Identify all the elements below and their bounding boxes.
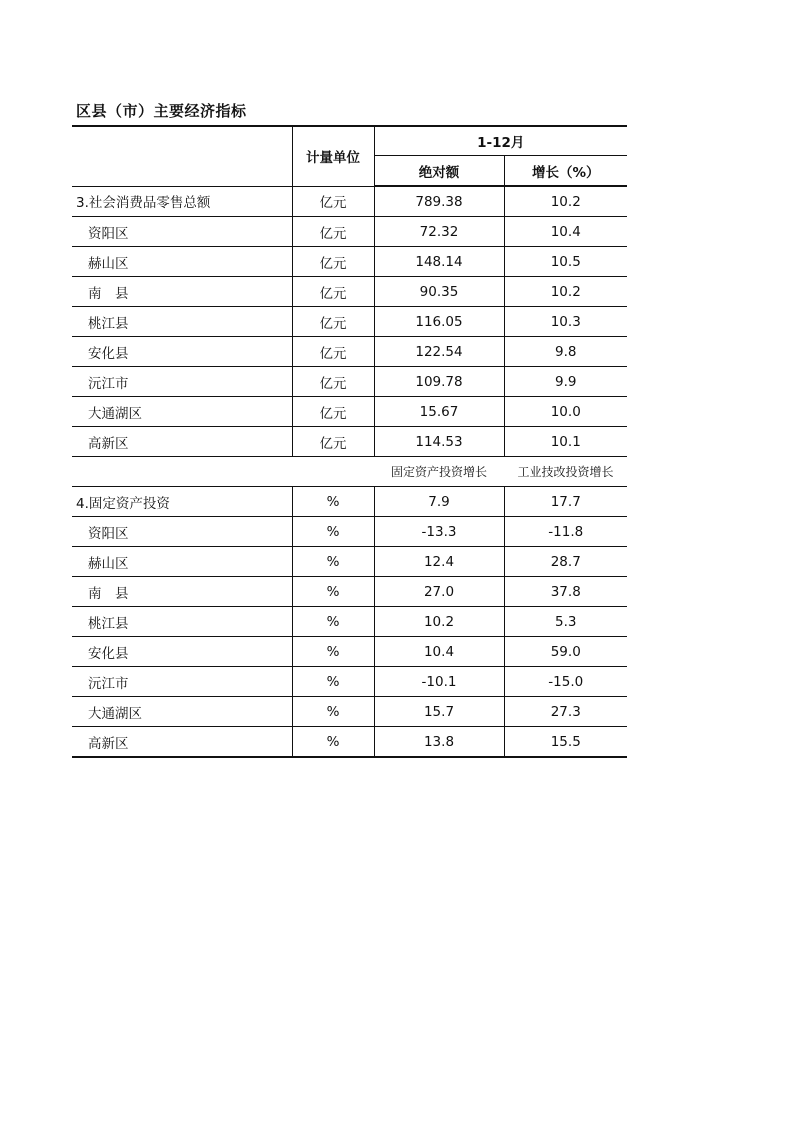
page-title: 区县（市）主要经济指标 [76, 102, 247, 120]
header-period: 1-12月 [374, 126, 627, 156]
table-row [72, 667, 627, 697]
row-name: 南 县 [72, 277, 292, 307]
row-growth: 10.3 [504, 307, 627, 337]
row-unit: 亿元 [292, 337, 374, 367]
row-value: 7.9 [374, 487, 504, 517]
row-growth: 5.3 [504, 607, 627, 637]
row-growth: -15.0 [504, 667, 627, 697]
row-name: 桃江县 [72, 607, 292, 637]
row-unit: % [292, 547, 374, 577]
row-value: 13.8 [374, 727, 504, 758]
row-unit: 亿元 [292, 307, 374, 337]
row-unit: % [292, 667, 374, 697]
row-growth: 9.9 [504, 367, 627, 397]
row-value: 90.35 [374, 277, 504, 307]
row-unit: 亿元 [292, 427, 374, 457]
row-value: 15.67 [374, 397, 504, 427]
row-value: 27.0 [374, 577, 504, 607]
row-growth: 10.2 [504, 277, 627, 307]
row-value: 114.53 [374, 427, 504, 457]
row-unit: % [292, 637, 374, 667]
table-row [72, 307, 627, 337]
row-name: 安化县 [72, 337, 292, 367]
table-row [72, 517, 627, 547]
table-row [72, 547, 627, 577]
row-name: 4.固定资产投资 [72, 487, 292, 517]
row-growth: 28.7 [504, 547, 627, 577]
row-name: 赫山区 [72, 247, 292, 277]
row-growth: -11.8 [504, 517, 627, 547]
row-value: 10.4 [374, 637, 504, 667]
row-value: 122.54 [374, 337, 504, 367]
row-unit: % [292, 577, 374, 607]
row-value: 148.14 [374, 247, 504, 277]
row-name: 高新区 [72, 427, 292, 457]
subheader-industrial-tech-growth: 工业技改投资增长 [504, 457, 627, 487]
row-unit: 亿元 [292, 397, 374, 427]
row-value: 109.78 [374, 367, 504, 397]
row-name: 赫山区 [72, 547, 292, 577]
row-growth: 27.3 [504, 697, 627, 727]
table-row [72, 697, 627, 727]
row-value: -13.3 [374, 517, 504, 547]
row-growth: 9.8 [504, 337, 627, 367]
subheader-blank-cell [72, 457, 374, 487]
row-unit: % [292, 517, 374, 547]
row-value: 10.2 [374, 607, 504, 637]
subheader-row [72, 457, 627, 487]
table-row [72, 637, 627, 667]
row-name: 大通湖区 [72, 697, 292, 727]
row-name: 安化县 [72, 637, 292, 667]
table-row [72, 577, 627, 607]
row-value: 789.38 [374, 186, 504, 217]
row-growth: 10.0 [504, 397, 627, 427]
header-absolute: 绝对额 [374, 156, 504, 187]
row-growth: 15.5 [504, 727, 627, 758]
row-growth: 10.5 [504, 247, 627, 277]
row-growth: 10.4 [504, 217, 627, 247]
row-name: 资阳区 [72, 517, 292, 547]
row-name: 沅江市 [72, 667, 292, 697]
row-name: 南 县 [72, 577, 292, 607]
row-growth: 17.7 [504, 487, 627, 517]
table-row [72, 247, 627, 277]
row-unit: % [292, 697, 374, 727]
table-row [72, 217, 627, 247]
table-row [72, 337, 627, 367]
header-row-1 [72, 126, 627, 156]
row-unit: 亿元 [292, 217, 374, 247]
row-growth: 37.8 [504, 577, 627, 607]
row-unit: 亿元 [292, 186, 374, 217]
row-value: -10.1 [374, 667, 504, 697]
row-name: 桃江县 [72, 307, 292, 337]
row-name: 沅江市 [72, 367, 292, 397]
row-value: 116.05 [374, 307, 504, 337]
row-growth: 10.1 [504, 427, 627, 457]
row-growth: 10.2 [504, 186, 627, 217]
row-unit: % [292, 607, 374, 637]
row-value: 12.4 [374, 547, 504, 577]
economic-indicators-table [72, 125, 627, 758]
row-name: 资阳区 [72, 217, 292, 247]
row-name: 高新区 [72, 727, 292, 758]
header-blank-cell [72, 126, 292, 186]
row-name: 3.社会消费品零售总额 [72, 186, 292, 217]
table-row [72, 367, 627, 397]
section3-total-row [72, 186, 627, 217]
table-row [72, 607, 627, 637]
row-value: 15.7 [374, 697, 504, 727]
row-name: 大通湖区 [72, 397, 292, 427]
header-growth: 增长（%） [504, 156, 627, 187]
table-row [72, 727, 627, 758]
row-unit: 亿元 [292, 277, 374, 307]
row-growth: 59.0 [504, 637, 627, 667]
row-unit: % [292, 487, 374, 517]
table-row [72, 397, 627, 427]
subheader-fixed-asset-growth: 固定资产投资增长 [374, 457, 504, 487]
header-unit: 计量单位 [292, 126, 374, 186]
row-unit: 亿元 [292, 367, 374, 397]
section4-total-row [72, 487, 627, 517]
row-value: 72.32 [374, 217, 504, 247]
table-row [72, 277, 627, 307]
table-row [72, 427, 627, 457]
row-unit: % [292, 727, 374, 758]
row-unit: 亿元 [292, 247, 374, 277]
